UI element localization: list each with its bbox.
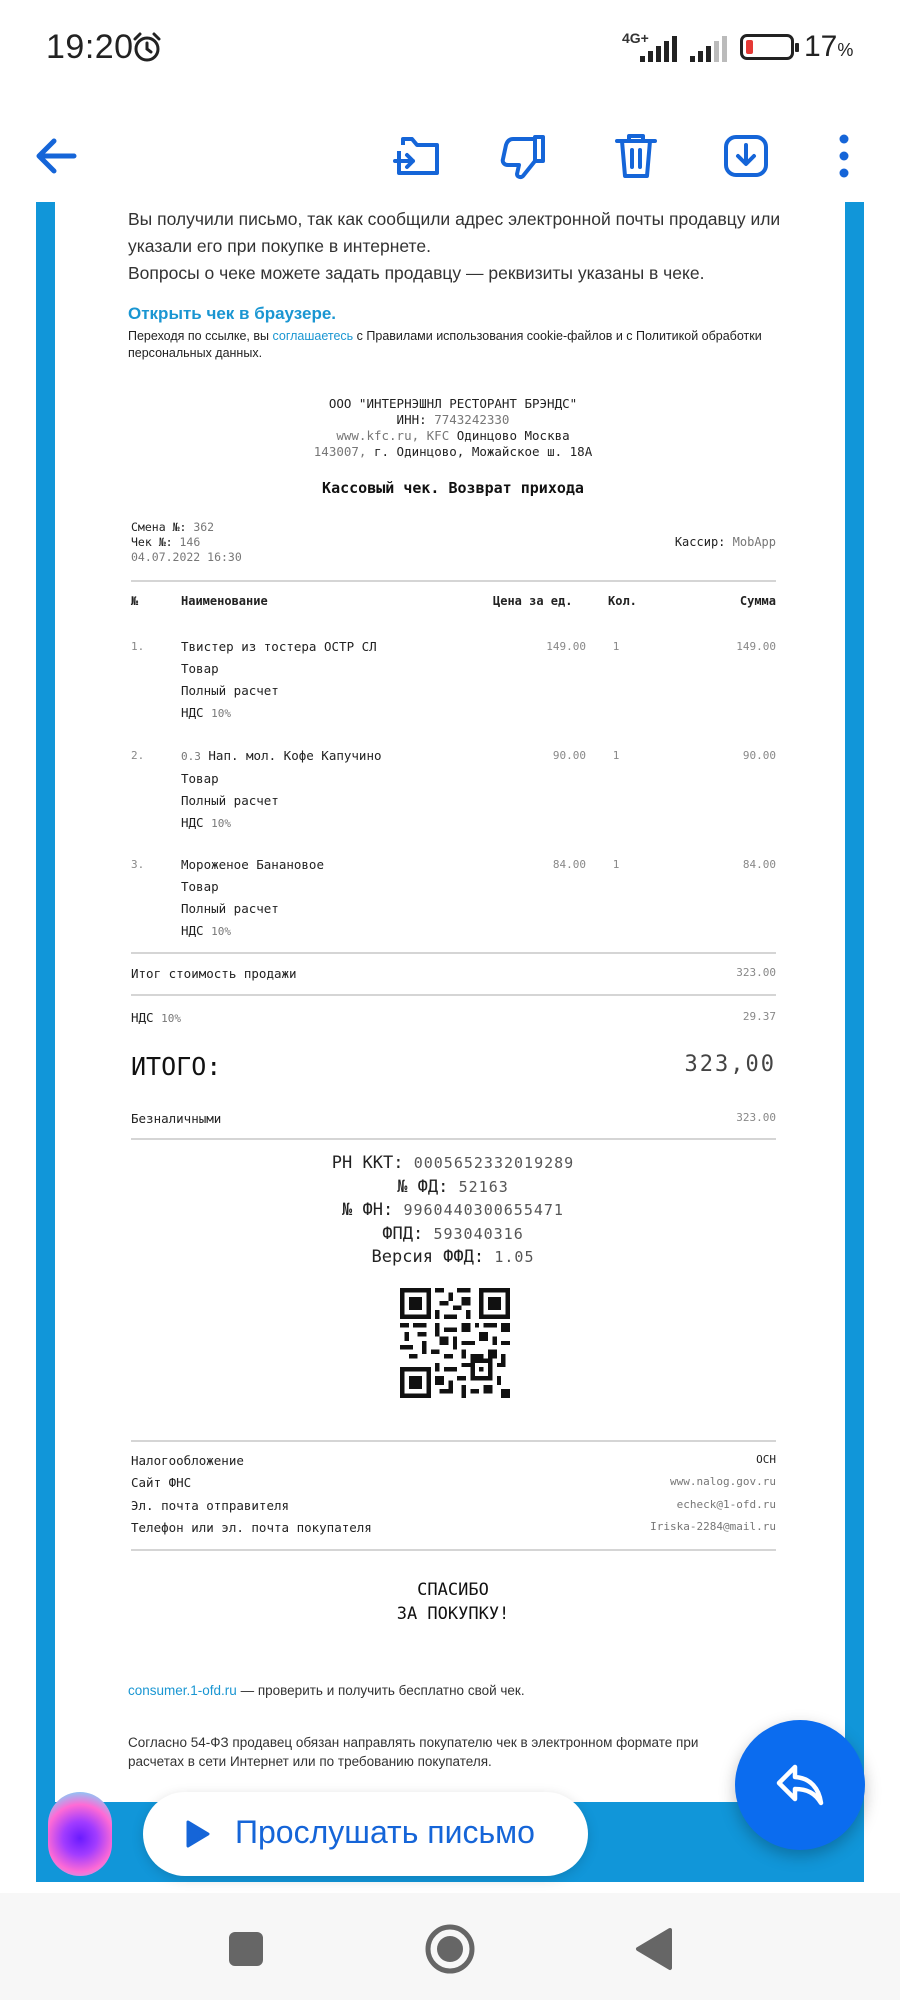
item-payment: Полный расчет <box>181 901 279 916</box>
item-sum: 84.00 <box>742 858 776 871</box>
network-type: 4G+ <box>622 30 649 46</box>
battery-icon <box>740 34 794 60</box>
cookie-notice: Переходя по ссылке, вы соглашаетесь с Правилами использования cookie-файлов и с Политикой обработки персональных данных. <box>128 329 762 360</box>
item-qty: 1 <box>612 749 620 762</box>
ffd-version: Версия ФФД: 1.05 <box>371 1247 535 1267</box>
item-price: 149.00 <box>546 640 586 653</box>
listen-label: Прослушать письмо <box>235 1814 535 1850</box>
thumbs-down-icon <box>499 131 549 181</box>
square-icon <box>228 1931 264 1967</box>
item-type: Товар <box>181 879 219 894</box>
delete-button[interactable] <box>608 128 664 184</box>
alarm-clock-icon <box>130 30 164 64</box>
item-type: Товар <box>181 661 219 676</box>
seller-site: www.kfc.ru, KFC Одинцово Москва <box>336 428 570 443</box>
item-payment: Полный расчет <box>181 683 279 698</box>
signal-icon <box>640 36 682 62</box>
email-intro <box>128 206 788 287</box>
nav-back-button[interactable] <box>624 1919 684 1979</box>
status-time: 19:20 <box>46 28 134 66</box>
item-price: 84.00 <box>552 858 586 871</box>
folder-move-icon <box>393 131 443 181</box>
reply-icon <box>775 1763 825 1807</box>
item-vat: НДС 10% <box>181 705 231 720</box>
item-vat: НДС 10% <box>181 815 231 830</box>
item-sum: 90.00 <box>742 749 776 762</box>
more-button[interactable] <box>824 128 864 184</box>
fpd: ФПД: 593040316 <box>382 1223 524 1244</box>
fiscal-info <box>128 1152 778 1270</box>
item-qty: 1 <box>612 640 620 653</box>
item-sum: 149.00 <box>736 640 776 653</box>
item-name: 0.3 Нап. мол. Кофе Капучино <box>181 748 382 763</box>
more-vertical-icon <box>838 132 850 180</box>
subtotal-row: Итог стоимость продажи 323.00 <box>131 966 776 981</box>
divider <box>131 1138 776 1140</box>
cashier-info: Кассир: MobApp <box>674 535 776 549</box>
back-button[interactable] <box>28 128 84 184</box>
qr-code <box>400 1288 510 1398</box>
item-qty: 1 <box>612 858 620 871</box>
download-icon <box>721 131 771 181</box>
reply-button[interactable] <box>735 1720 865 1850</box>
consumer-link[interactable]: consumer.1-ofd.ru <box>128 1683 237 1698</box>
seller-info <box>128 396 778 460</box>
trash-icon <box>613 131 659 181</box>
divider <box>131 1440 776 1442</box>
col-num: № <box>131 594 139 608</box>
divider <box>131 580 776 582</box>
thanks-message: СПАСИБО ЗА ПОКУПКУ! <box>396 1580 510 1624</box>
move-to-folder-button[interactable] <box>390 128 446 184</box>
cashless-row: Безналичными 323.00 <box>131 1111 776 1126</box>
fn-number: № ФН: 9960440300655471 <box>342 1200 564 1220</box>
status-bar <box>0 0 900 100</box>
rn-kkt: РН ККТ: 0005652332019289 <box>331 1153 575 1173</box>
triangle-back-icon <box>634 1927 674 1971</box>
open-in-browser-link[interactable]: Открыть чек в браузере. <box>128 304 337 323</box>
recents-button[interactable] <box>216 1919 276 1979</box>
law-note: Согласно 54-ФЗ продавец обязан направлять покупателю чек в электронном формате при расчетах в сети Интернет или по требованию покупателя. <box>128 1735 699 1769</box>
play-icon <box>185 1820 211 1848</box>
col-sum: Сумма <box>739 594 776 608</box>
col-price: Цена за ед. <box>493 594 573 608</box>
consumer-note: consumer.1-ofd.ru — проверить и получить бесплатно свой чек. <box>128 1683 525 1698</box>
item-vat: НДС 10% <box>181 923 231 938</box>
mail-toolbar <box>0 110 900 200</box>
home-circle-icon <box>424 1923 476 1975</box>
item-price: 90.00 <box>552 749 586 762</box>
battery-percent: 17% <box>804 30 854 63</box>
buyer-row: Телефон или эл. почта покупателя Iriska-2284@mail.ru <box>131 1520 776 1535</box>
item-name: Мороженое Банановое <box>181 857 324 872</box>
fns-row: Сайт ФНС www.nalog.gov.ru <box>131 1475 776 1490</box>
agree-link[interactable]: соглашаетесь <box>272 329 354 343</box>
item-name: Твистер из тостера ОСТР СЛ <box>181 639 377 654</box>
system-nav-bar <box>0 1893 900 2000</box>
sender-row: Эл. почта отправителя echeck@1-ofd.ru <box>131 1498 776 1513</box>
arrow-left-icon <box>32 132 80 180</box>
shift-info: Смена №: 362 Чек №: 146 04.07.2022 16:30 <box>131 520 242 564</box>
item-payment: Полный расчет <box>181 793 279 808</box>
seller-name: ООО "ИНТЕРНЭШНЛ РЕСТОРАНТ БРЭНДС" <box>328 396 578 411</box>
assistant-orb-icon[interactable] <box>48 1792 112 1876</box>
col-name: Наименование <box>181 594 268 608</box>
total-row: ИТОГО: 323,00 <box>131 1052 776 1081</box>
spam-button[interactable] <box>496 128 552 184</box>
vat-row: НДС 10% 29.37 <box>131 1010 776 1025</box>
listen-email-button[interactable] <box>143 1792 588 1876</box>
tax-row: Налогообложение ОСН <box>131 1453 776 1468</box>
intro-text: Вы получили письмо, так как сообщили адрес электронной почты продавцу или указали его при покупке в интернете. <box>128 209 781 256</box>
divider <box>131 994 776 996</box>
save-button[interactable] <box>718 128 774 184</box>
home-button[interactable] <box>420 1919 480 1979</box>
intro-questions-text: Вопросы о чеке можете задать продавцу — реквизиты указаны в чеке. <box>128 263 705 283</box>
seller-inn: ИНН: 7743242330 <box>396 412 510 427</box>
item-type: Товар <box>181 771 219 786</box>
fd-number: № ФД: 52163 <box>397 1176 509 1197</box>
col-qty: Кол. <box>608 594 637 608</box>
signal-icon-secondary <box>690 36 732 62</box>
receipt-title: Кассовый чек. Возврат прихода <box>322 479 584 497</box>
divider <box>131 952 776 954</box>
divider <box>131 1549 776 1551</box>
seller-address: 143007, г. Одинцово, Можайское ш. 18А <box>313 444 593 459</box>
